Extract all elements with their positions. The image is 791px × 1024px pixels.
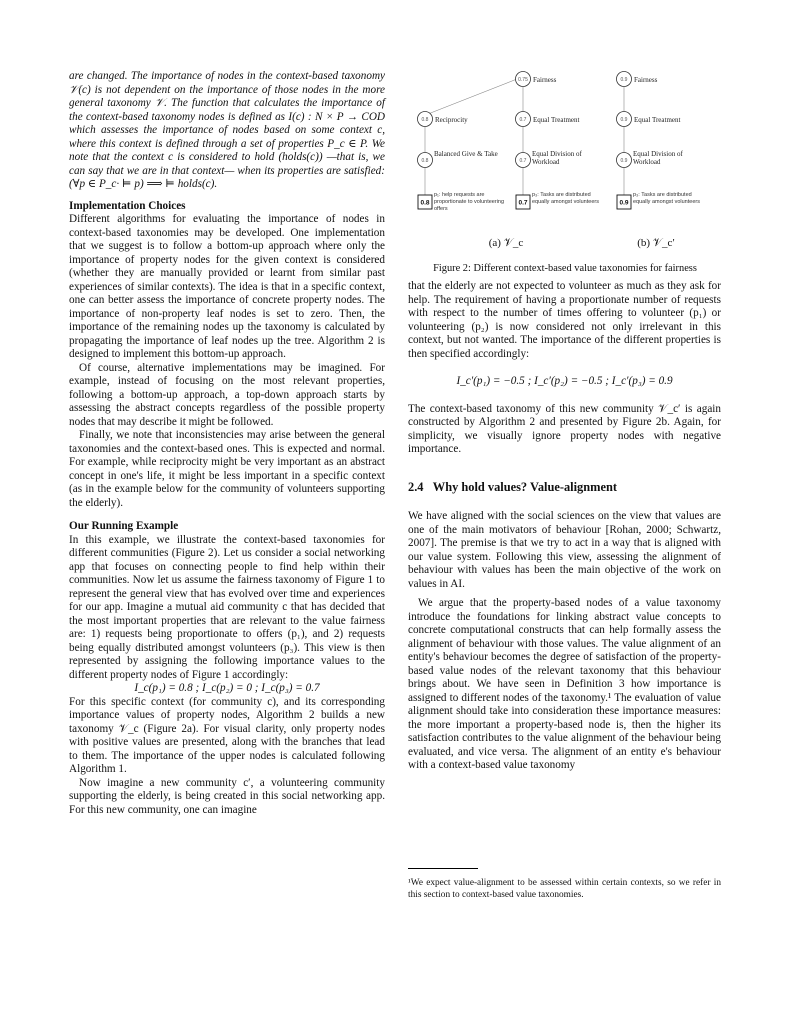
- tree-a-node-equal-treatment: [516, 112, 580, 127]
- tree-b-equal-division-value: 0.9: [620, 158, 628, 164]
- section-heading-2-4: [408, 481, 721, 495]
- tree-a-equal-division-value: 0.7: [519, 158, 527, 164]
- subcaption-a: (a) 𝒱_c: [488, 237, 524, 249]
- figure-caption: Figure 2: Different context-based value taxonomies for fairness: [433, 263, 697, 274]
- tree-b-node-equal-division: [617, 150, 704, 172]
- tree-a-p1-label: p₁: help requests are proportionate to volunteering offers: [434, 192, 505, 212]
- tree-a-reciprocity-label: Reciprocity: [435, 116, 468, 124]
- section-number: 2.4: [408, 479, 424, 494]
- right-paragraph-1: that the elderly are not expected to volunteer as much as they ask for help. The requirement of having a proportionate number of requests with respect to the number of times offering to volunteer (p₁) or volunteering (p₂) is now considered not only irrelevant in this context, but not wanted. The importance of the different properties is then specified accordingly:: [408, 280, 721, 360]
- tree-a-equal-division-label: Equal Division of Workload: [532, 150, 582, 166]
- tree-b-equal-division-label: Equal Division of Workload: [633, 150, 683, 166]
- tree-a-balanced-label: Balanced Give & Take: [434, 150, 498, 158]
- running-paragraph-2: For this specific context (for community c), and its corresponding importance values of property nodes, Algorithm 2 builds a new taxonomy 𝒱_c (Figure 2a). For visual clarity, only property nodes with positive values are presented, along with the branches that lead to them. The importance of the upper nodes is calculated following Algorithm 1.: [69, 695, 385, 775]
- tree-b-p3-value: 0.9: [619, 199, 629, 207]
- tree-b-property-p3: [617, 192, 705, 218]
- tree-a-node-reciprocity: [418, 112, 469, 127]
- tree-a-node-equal-division: [516, 150, 603, 172]
- tree-b-equal-treatment-value: 0.9: [620, 117, 628, 123]
- tree-a-property-p3: [516, 192, 604, 218]
- figure-2: [408, 62, 721, 284]
- equation-context-c-prime: I_c′(p₁) = −0.5 ; I_c′(p₂) = −0.5 ; I_c′(p₃) = 0.9: [456, 375, 673, 387]
- tree-a-edges: [425, 79, 523, 195]
- tree-a-balanced-value: 0.8: [421, 158, 429, 164]
- impl-paragraph-2: Of course, alternative implementations may be imagined. For example, instead of focusing on the most relevant properties, following a bottom-up approach, a top-down approach starts by assessing the abstract concepts regardless of the possible property nodes that may describe it might be followed.: [69, 361, 385, 428]
- tree-a-equal-treatment-value: 0.7: [519, 117, 527, 123]
- section-title: Why hold values? Value-alignment: [432, 479, 617, 494]
- intro-paragraph: are changed. The importance of nodes in the context-based taxonomy 𝒱(c) is not dependent on the importance of those nodes in the more general taxonomy 𝒱. The function that calculates the importance of the context-based taxonomy nodes is defined as I(c) : N × P → COD which assesses the importance of nodes based on some context c, where this context is defined through a set of properties P_c ∈ P. We note that the context c is considered to hold (holds(c)) —that is, we can say that we are in that context— when its properties are satisfied: (∀p ∈ P_c· ⊨ p) ⟹ ⊨ holds(c).: [69, 70, 385, 190]
- tree-b-root-value: 0.9: [620, 77, 628, 83]
- right-column: [408, 280, 721, 773]
- tree-b-p3-label: p₃: Tasks are distributed equally amongst volunteers: [633, 192, 700, 205]
- right-paragraph-2: The context-based taxonomy of this new community 𝒱_c′ is again constructed by Algorithm 2 and presented by Figure 2b. Again, for simplicity, we visually ignore property nodes with negative importance.: [408, 402, 721, 455]
- running-paragraph-1: In this example, we illustrate the context-based taxonomies for different communities (Figure 2). Let us consider a social networking app that focuses on connecting people to find help within their communities. Now let us assume the fairness taxonomy of Figure 1 to represent the general view that has evolved over time and experiences for our app. Imagine a mutual aid community c that has decided that the most important properties that are relevant to the value fairness are: 1) requests being proportionate to offers (p₁), and 2) requests being equally distributed amongst volunteers (p₃). This view is then represented by assigning the following importance values to the different property nodes of Figure 1 accordingly:: [69, 533, 385, 681]
- tree-a-p3-value: 0.7: [518, 199, 528, 207]
- equation-context-c: I_c(p₁) = 0.8 ; I_c(p₂) = 0 ; I_c(p₃) = 0.7: [134, 682, 320, 694]
- tree-b-equal-treatment-label: Equal Treatment: [634, 116, 681, 124]
- tree-a-root-node: [516, 72, 557, 87]
- impl-paragraph-3: Finally, we note that inconsistencies may arise between the general taxonomies and the context-based ones. This is expected and normal. For example, while reciprocity might be very important as an abstract concept in one's life, it might be less important in a specific context (as in the example below for the community of volunteers supporting the elderly).: [69, 429, 385, 509]
- heading-implementation-choices: Implementation Choices: [69, 199, 186, 212]
- tree-a-equal-treatment-label: Equal Treatment: [533, 116, 580, 124]
- footnote-1: ¹We expect value-alignment to be assessed within certain contexts, so we refer in this section to context-based value taxonomies.: [408, 878, 721, 900]
- tree-a-node-balanced: [418, 150, 505, 172]
- tree-a-root-value: 0.75: [518, 77, 528, 83]
- running-paragraph-3: Now imagine a new community c′, a volunteering community supporting the elderly, is being created in this social networking app. For this new community, one can imagine: [69, 776, 385, 816]
- right-paragraph-3: We have aligned with the social sciences on the view that values are one of the main motivators of behaviour [Rohan, 2000; Schwartz, 2007]. The premise is that we try to act in a way that is aligned with our value system. Following this view, assessing the alignment of behaviour with values has been the main objective of the work on values in AI.: [408, 510, 721, 590]
- tree-a-property-p1: [418, 192, 506, 218]
- tree-a-p3-label: p₃: Tasks are distributed equally amongst volunteers: [532, 192, 599, 205]
- taxonomy-diagram: [408, 62, 721, 284]
- tree-b-root-label: Fairness: [634, 76, 658, 84]
- tree-b-root-node: [617, 72, 658, 87]
- tree-a-root-label: Fairness: [533, 76, 557, 84]
- left-column: [69, 70, 385, 817]
- subcaption-b: (b) 𝒱_c′: [637, 237, 675, 249]
- tree-b-node-equal-treatment: [617, 112, 681, 127]
- tree-a-reciprocity-value: 0.8: [421, 117, 429, 123]
- footnote-rule: [408, 868, 478, 869]
- right-paragraph-4: We argue that the property-based nodes of a value taxonomy introduce the foundations for linking abstract value concepts to concrete computational constructs that can help formally assess the alignment of behaviour with those values. The value alignment of an entity's behaviour becomes the degree of satisfaction of the property-based value nodes of the relevant taxonomy that this behaviour brings about. We have seen in Definition 3 how importance is assigned to different nodes of the taxonomy.¹ The evaluation of value alignment should take into consideration these importance measures: the more important a property-based node is, then the higher its satisfaction contributes to the value alignment of the behaviour being evaluated, and vice versa. The alignment of an entity e's behaviour with a context-based value taxonomy: [408, 597, 721, 771]
- impl-paragraph-1: Different algorithms for evaluating the importance of nodes in context-based taxonomies may be developed. One implementation that we suggest is to follow a bottom-up approach where only the importance of property nodes for the given context is considered (whether they are manually provided or learnt from similar past experiences of similar contexts). The idea is that in a specific context, one can better assess the importance of concrete property nodes. The importance of non-property leaf nodes is set to zero. Then, the importance of the remaining nodes up the taxonomy is calculated by propagating the importance of leaf nodes up the tree. Algorithm 2 is designed to implement this bottom-up approach.: [69, 213, 385, 360]
- heading-running-example: Our Running Example: [69, 520, 179, 532]
- tree-a-p1-value: 0.8: [420, 199, 430, 207]
